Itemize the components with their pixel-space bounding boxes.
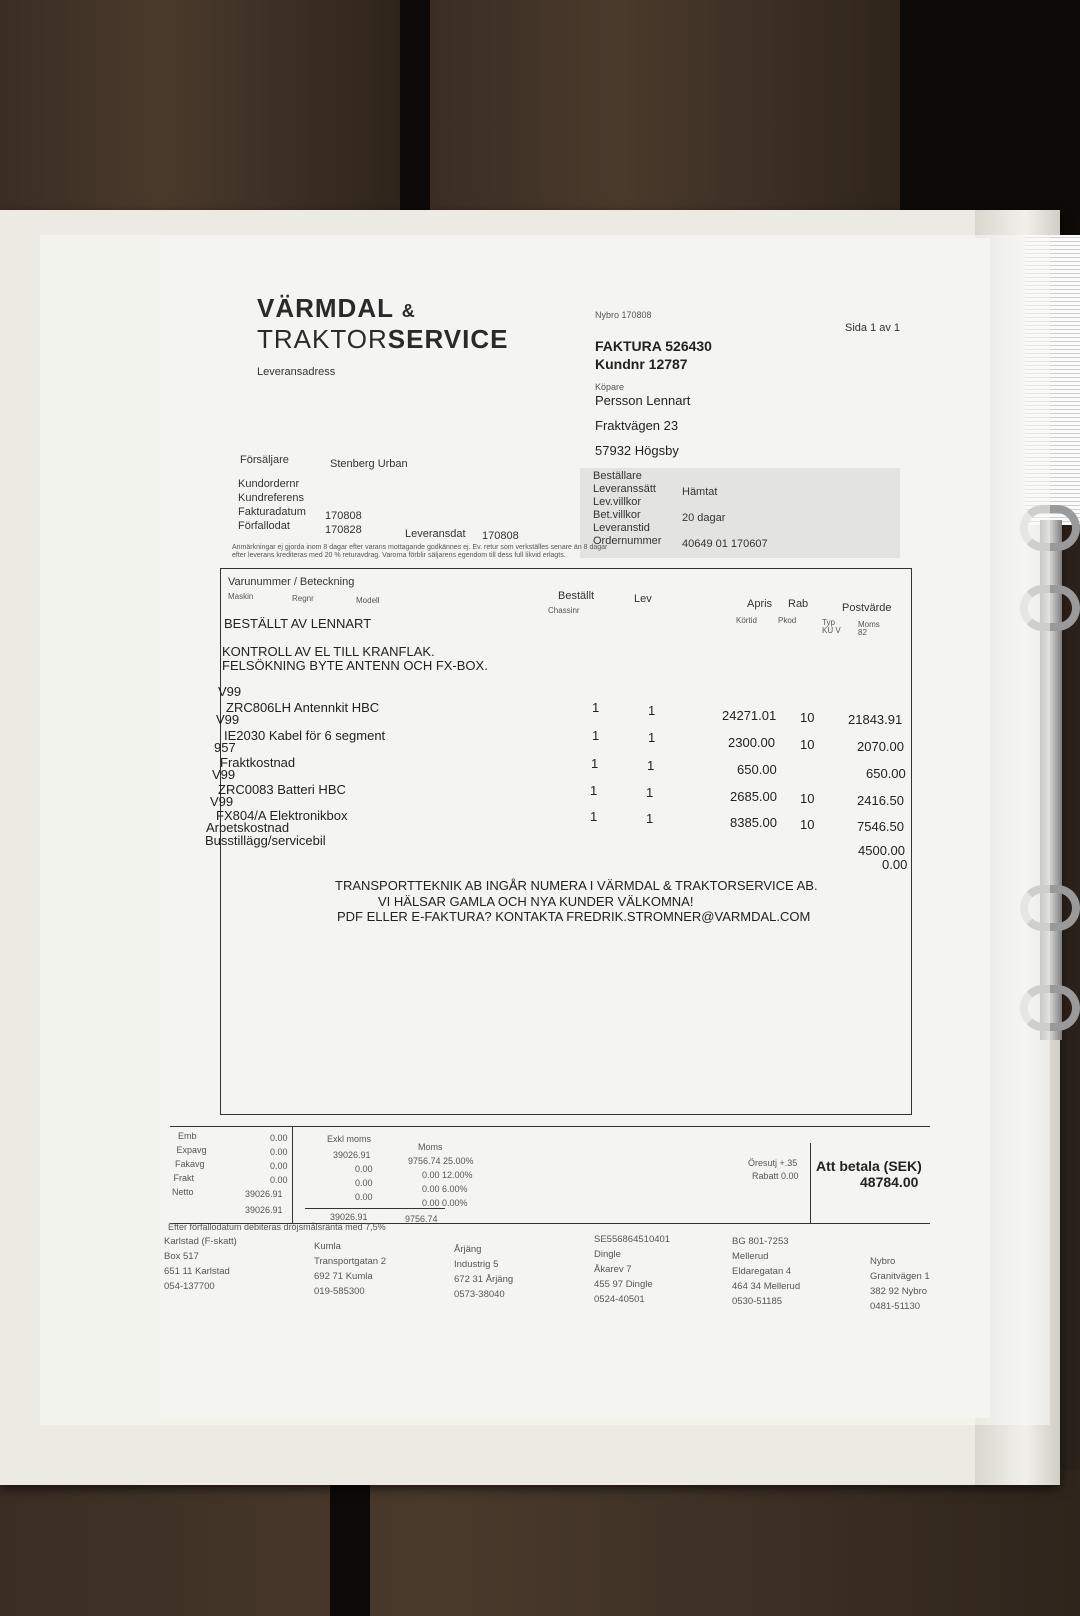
fee-value: 0.00 (270, 1133, 288, 1143)
buyer-label: Köpare (595, 382, 625, 392)
item-rab: 10 (800, 710, 815, 725)
item-description: ZRC0083 Batteri HBC (218, 782, 346, 797)
amount-due-value: 48784.00 (860, 1174, 919, 1190)
plank-gap (330, 1470, 370, 1616)
leveransdat-value: 170808 (482, 530, 519, 542)
totals-divider (292, 1126, 293, 1223)
leveranssatt-value: Hämtat (682, 486, 718, 498)
nybro-date: Nybro 170808 (595, 310, 652, 320)
busstillagg-value: 0.00 (882, 857, 908, 872)
ordernummer-value: 40649 01 170607 (682, 538, 768, 550)
footer-address-line: 672 31 Årjäng (454, 1274, 514, 1285)
item-description: ZRC806LH Antennkit HBC (226, 700, 380, 715)
footer-address-line: 054-137700 (164, 1281, 215, 1292)
col-moms-code: 82 (858, 628, 867, 637)
moms-value: 0.00 0.00% (422, 1198, 468, 1208)
col-moms: Moms (858, 620, 880, 629)
item-postvarde: 2416.50 (857, 793, 904, 808)
item-bestallt: 1 (591, 756, 599, 771)
machine-code: V99 (218, 684, 242, 699)
exkl-moms-sum: 39026.91 (330, 1212, 368, 1222)
footer-address-line: 382 92 Nybro (870, 1286, 928, 1297)
message-line2: VI HÄLSAR GAMLA OCH NYA KUNDER VÄLKOMNA! (378, 894, 694, 909)
fee-value: 0.00 (270, 1161, 288, 1171)
item-rab: 10 (800, 791, 815, 806)
kundreferens-label: Kundreferens (238, 492, 305, 504)
col-lev: Lev (634, 593, 652, 605)
item-rab: 10 (800, 817, 815, 832)
item-apris: 24271.01 (722, 708, 777, 723)
footer-address-line: Kumla (314, 1241, 341, 1252)
fee-label: Netto (172, 1187, 194, 1197)
busstillagg-label: Busstillägg/servicebil (205, 833, 326, 848)
footer-address-line: 464 34 Mellerud (732, 1281, 801, 1292)
company-logo-line2 (257, 324, 508, 355)
forfallodat-value: 170828 (325, 524, 362, 536)
footer-address-line: Mellerud (732, 1251, 769, 1262)
col-ku-v: KU V (822, 626, 841, 635)
work-description-2: FELSÖKNING BYTE ANTENN OCH FX-BOX. (222, 658, 488, 673)
item-prefix: V99 (210, 794, 234, 809)
fee-sum: 39026.91 (245, 1205, 283, 1215)
moms-value: 0.00 12.00% (422, 1170, 473, 1180)
amount-due-label: Att betala (SEK) (816, 1158, 922, 1174)
betvillkor-value: 20 dagar (682, 512, 726, 524)
item-rab: 10 (800, 737, 815, 752)
item-bestallt: 1 (592, 700, 600, 715)
footer-address-line: Granitvägen 1 (870, 1271, 930, 1282)
leveranstid-label: Leveranstid (593, 522, 650, 534)
page-number: Sida 1 av 1 (845, 322, 901, 334)
bestallare-label: Beställare (593, 470, 642, 482)
exkl-moms-label: Exkl moms (327, 1134, 372, 1144)
footer-address-line: Nybro (870, 1256, 896, 1267)
item-lev: 1 (647, 758, 655, 773)
footer-address-line: BG 801-7253 (732, 1236, 789, 1247)
footer-address-line: 019-585300 (314, 1286, 365, 1297)
item-bestallt: 1 (590, 783, 598, 798)
totals-top-line (170, 1126, 930, 1127)
logo-text: SERVICE (387, 324, 509, 354)
betvillkor-label: Bet.villkor (593, 509, 641, 521)
logo-text: VÄRMDAL (257, 293, 394, 323)
item-postvarde: 7546.50 (857, 819, 904, 834)
exkl-moms-value: 0.00 (355, 1178, 373, 1188)
col-modell: Modell (356, 596, 380, 605)
footer-address-line: Eldaregatan 4 (732, 1266, 792, 1277)
wood-plank (430, 0, 900, 240)
item-postvarde: 650.00 (866, 766, 906, 781)
fee-value: 39026.91 (245, 1189, 283, 1199)
item-postvarde: 2070.00 (857, 739, 904, 754)
footer-address-line: 692 71 Kumla (314, 1271, 373, 1282)
wood-plank (0, 0, 400, 240)
leveransadress-label: Leveransadress (257, 366, 336, 378)
late-fee-note: Efter förfallodatum debiteras dröjsmålsränta med 7,5% (168, 1222, 386, 1232)
item-apris: 2300.00 (728, 735, 775, 750)
item-postvarde: 21843.91 (848, 712, 903, 727)
message-line3: PDF ELLER E-FAKTURA? KONTAKTA FREDRIK.STROMNER@VARMDAL.COM (337, 909, 811, 924)
item-description: FX804/A Elektronikbox (216, 808, 348, 823)
col-regnr: Regnr (292, 594, 314, 603)
col-bestallt: Beställt (558, 590, 595, 602)
moms-sum: 9756.74 (405, 1214, 438, 1224)
exkl-moms-value: 39026.91 (333, 1150, 371, 1160)
col-maskin: Maskin (228, 592, 254, 601)
item-apris: 650.00 (737, 762, 777, 777)
item-bestallt: 1 (590, 809, 598, 824)
col-postvarde: Postvärde (842, 602, 892, 614)
buyer-name: Persson Lennart (595, 393, 691, 408)
footer-address-line: Dingle (594, 1249, 621, 1260)
footer-address-line: Transportgatan 2 (314, 1256, 386, 1267)
rabatt: Rabatt 0.00 (752, 1171, 799, 1181)
item-apris: 8385.00 (730, 815, 777, 830)
kundordernr-label: Kundordernr (238, 478, 300, 490)
logo-text: TRAKTOR (257, 324, 388, 354)
fakturadatum-label: Fakturadatum (238, 506, 306, 518)
company-logo-line1 (257, 293, 416, 324)
moms-value: 0.00 6.00% (422, 1184, 468, 1194)
item-apris: 2685.00 (730, 789, 777, 804)
fee-label: Expavg (176, 1145, 207, 1155)
forfallodat-label: Förfallodat (238, 520, 290, 532)
fee-label: Fakavg (175, 1159, 205, 1169)
col-apris: Apris (747, 598, 773, 610)
item-lev: 1 (648, 730, 656, 745)
moms-label: Moms (418, 1142, 443, 1152)
fee-value: 0.00 (270, 1147, 288, 1157)
ordered-by: BESTÄLLT AV LENNART (224, 616, 372, 631)
item-description: IE2030 Kabel för 6 segment (224, 728, 386, 743)
terms-notice-line2: efter leverans krediteras med 20 % returavdrag. Varorna förblir säljarens egendom till dess full likvid erlagts. (232, 552, 566, 559)
item-lev: 1 (646, 811, 654, 826)
levvillkor-label: Lev.villkor (593, 496, 642, 508)
item-prefix: V99 (212, 767, 236, 782)
item-bestallt: 1 (592, 728, 600, 743)
fakturadatum-value: 170808 (325, 510, 362, 522)
seller-value: Stenberg Urban (330, 458, 408, 470)
wood-plank (0, 1470, 1080, 1616)
message-line1: TRANSPORTTEKNIK AB INGÅR NUMERA I VÄRMDAL & TRAKTORSERVICE AB. (335, 878, 818, 893)
invoice-number: FAKTURA 526430 (595, 338, 712, 354)
leveransdat-label: Leveransdat (405, 528, 466, 540)
col-typ: Typ (822, 618, 835, 627)
buyer-city: 57932 Högsby (595, 443, 679, 458)
col-pkod: Pkod (778, 616, 797, 625)
col-rab: Rab (788, 598, 809, 610)
exkl-moms-value: 0.00 (355, 1164, 373, 1174)
buyer-street: Fraktvägen 23 (595, 418, 679, 433)
fee-label: Emb (178, 1131, 197, 1141)
footer-address-line: 455 97 Dingle (594, 1279, 653, 1290)
item-prefix: V99 (216, 712, 240, 727)
footer-address-line: 651 11 Karlstad (164, 1266, 230, 1277)
item-lev: 1 (648, 703, 656, 718)
vat-sum-line (305, 1208, 445, 1209)
customer-number: Kundnr 12787 (595, 356, 688, 372)
leveranssatt-label: Leveranssätt (593, 483, 656, 495)
plank-gap (400, 0, 430, 240)
footer-address-line: 0573-38040 (454, 1289, 505, 1300)
seller-label: Försäljare (240, 454, 289, 466)
footer-address-line: 0481-51130 (870, 1301, 921, 1312)
exkl-moms-value: 0.00 (355, 1192, 373, 1202)
item-lev: 1 (646, 785, 654, 800)
logo-amp: & (401, 301, 416, 321)
ordernummer-label: Ordernummer (593, 535, 662, 547)
fee-value: 0.00 (270, 1175, 288, 1185)
footer-address-line: Årjäng (454, 1244, 482, 1255)
arbetskostnad-label: Arbetskostnad (206, 820, 290, 835)
footer-address-line: Karlstad (F-skatt) (164, 1236, 237, 1247)
work-description-1: KONTROLL AV EL TILL KRANFLAK. (222, 644, 435, 659)
footer-address-line: SE556864510401 (594, 1234, 671, 1245)
item-prefix: 957 (214, 740, 236, 755)
footer-address-line: 0524-40501 (594, 1294, 645, 1305)
col-varunummer: Varunummer / Beteckning (228, 576, 355, 588)
footer-address-line: Box 517 (164, 1251, 199, 1262)
terms-notice-line1: Anmärkningar ej gjorda inom 8 dagar efter varans mottagande godkännes ej. Ev. retur som verkställes senare än 8 dagar (232, 544, 608, 551)
plank-gap (900, 0, 1080, 240)
item-description: Fraktkostnad (220, 755, 296, 770)
arbetskostnad-value: 4500.00 (858, 843, 905, 858)
totals-divider (810, 1143, 811, 1223)
col-chassinr: Chassinr (548, 606, 580, 615)
moms-value: 9756.74 25.00% (408, 1156, 474, 1166)
footer-address-line: Åkarev 7 (594, 1264, 632, 1275)
fee-label: Frakt (173, 1173, 195, 1183)
footer-address-line: Industrig 5 (454, 1259, 499, 1270)
footer-address-line: 0530-51185 (732, 1296, 783, 1307)
col-kortid: Körtid (736, 616, 757, 625)
oresutjamning: Öresutj +.35 (748, 1158, 798, 1168)
invoice-page (160, 238, 990, 1418)
